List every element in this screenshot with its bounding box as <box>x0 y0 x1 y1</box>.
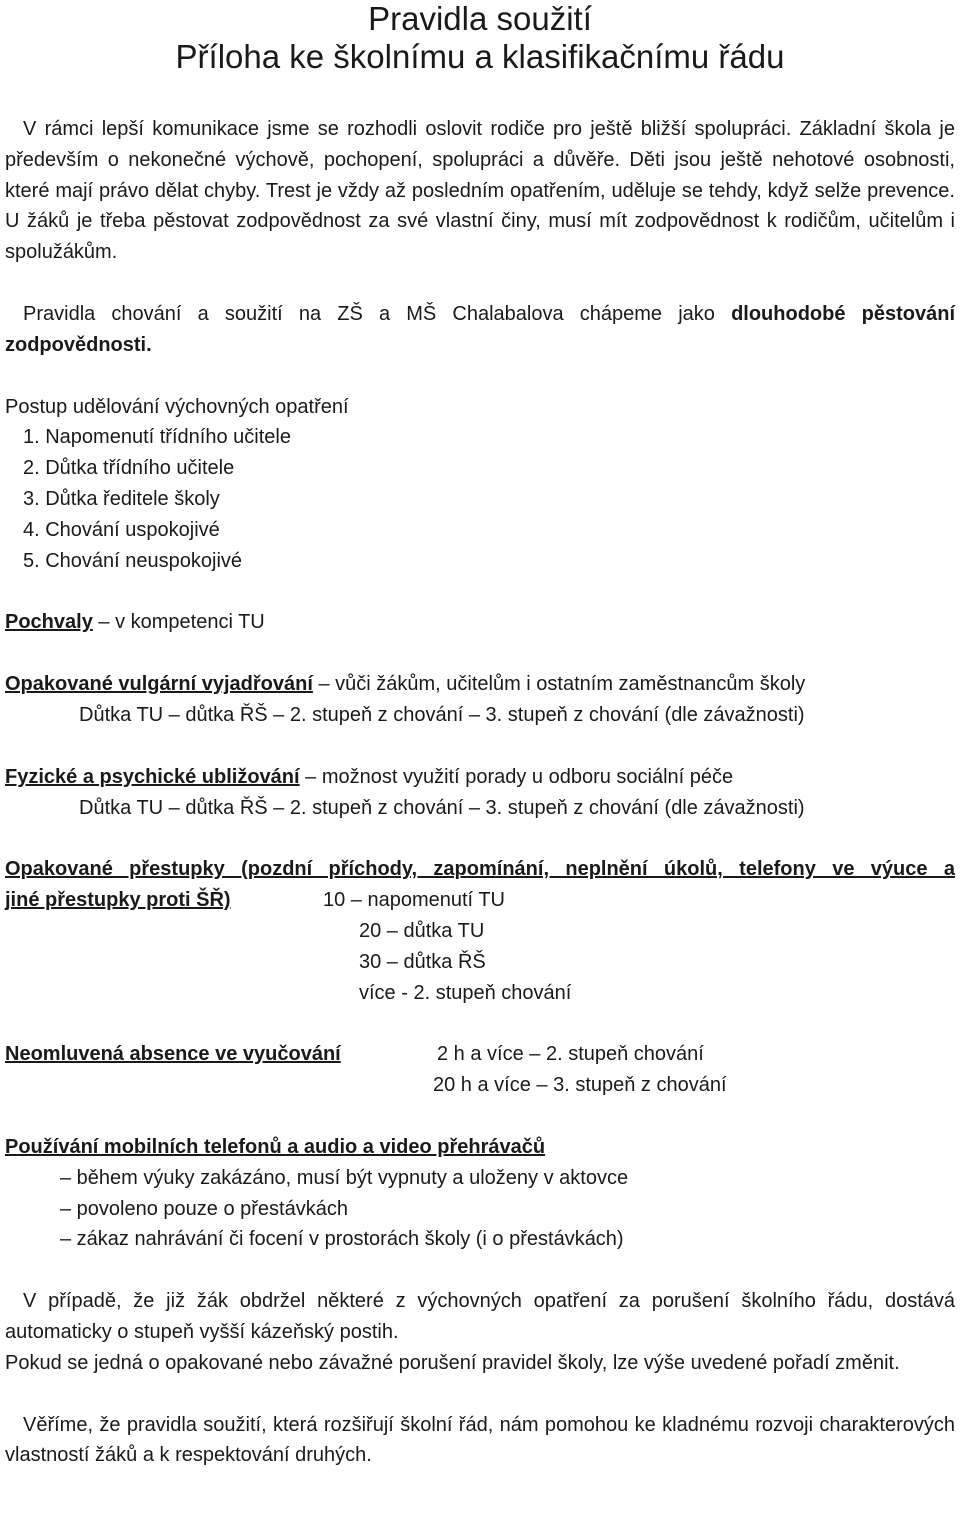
bullying-heading: Fyzické a psychické ubližování <box>5 765 300 788</box>
praise-text: – v kompetenci TU <box>92 611 265 634</box>
document-page <box>5 0 955 1471</box>
measure-item: 4. Chování uspokojivé <box>23 518 220 541</box>
offences-heading-line-1: Opakované přestupky (pozdní příchody, zapomínání, neplnění úkolů, telefony ve výuce a <box>5 858 955 881</box>
measure-item: 5. Chování neuspokojivé <box>23 549 243 572</box>
phones-item: – zákaz nahrávání či focení v prostorách školy (i o přestávkách) <box>60 1228 624 1251</box>
absence-heading: Neomluvená absence ve vyučování <box>5 1043 341 1066</box>
title-line-2: Příloha ke školnímu a klasifikačnímu řádu <box>175 38 785 75</box>
closing-paragraph-1: V případě, že již žák obdržel některé z výchovných opatření za porušení školního řádu, dostává automaticky o stupeň vyšší kázeňský postih. <box>5 1290 955 1343</box>
offences-step-4: více - 2. stupeň chování <box>359 981 572 1004</box>
offences-row <box>5 885 955 916</box>
offences-step-2: 20 – důtka TU <box>359 919 485 942</box>
bullying-line <box>5 762 955 793</box>
praise-line <box>5 607 955 638</box>
phones-item: – během výuky zakázáno, musí být vypnuty a uloženy v aktovce <box>60 1166 629 1189</box>
vulgar-text: – vůči žákům, učitelům i ostatním zaměstnancům školy <box>312 673 806 696</box>
principle-bold: dlouhodobé pěstování zodpovědnosti. <box>5 302 955 356</box>
praise-heading: Pochvaly <box>5 611 93 634</box>
principle-paragraph <box>5 299 955 361</box>
absence-step-2: 20 h a více – 3. stupeň z chování <box>433 1074 727 1097</box>
principle-text: Pravidla chování a soužití na ZŠ a MŠ Chalabalova chápeme jako <box>23 302 732 325</box>
absence-step-1: 2 h a více – 2. stupeň chování <box>437 1043 704 1066</box>
closing-paragraph-3: Věříme, že pravidla soužití, která rozšiřují školní řád, nám pomohou ke kladnému rozvoji charakterových vlastností žáků a k respektování druhých. <box>5 1413 955 1467</box>
vulgar-line <box>5 669 955 700</box>
intro-text: V rámci lepší komunikace jsme se rozhodli oslovit rodiče pro ještě bližší spolupráci. Základní škola je především o nekonečné výchově, pochopení, spolupráci a důvěře. Děti jsou ještě nehotové osobnosti, které mají právo dělat chyby. Trest je vždy až posledním opatřením, uděluje se tehdy, když selže prevence. U žáků je třeba pěstovat zodpovědnost za své vlastní činy, musí mít zodpovědnost k rodičům, učitelům i spolužákům. <box>5 118 955 264</box>
intro-paragraph <box>5 114 955 268</box>
document-title <box>5 0 955 76</box>
bullying-text: – možnost využití porady u odboru sociální péče <box>299 765 734 788</box>
offences-step-1: 10 – napomenutí TU <box>323 889 505 912</box>
phones-heading: Používání mobilních telefonů a audio a video přehrávačů <box>5 1135 546 1158</box>
measure-item: 3. Důtka ředitele školy <box>23 487 220 510</box>
closing-paragraph-2: Pokud se jedná o opakované nebo závažné porušení pravidel školy, lze výše uvedené pořadí změnit. <box>5 1351 900 1374</box>
bullying-scale: Důtka TU – důtka ŘŠ – 2. stupeň z chování – 3. stupeň z chování (dle závažnosti) <box>79 796 805 819</box>
measure-item: 1. Napomenutí třídního učitele <box>23 426 291 449</box>
measure-item: 2. Důtka třídního učitele <box>23 457 235 480</box>
measures-heading: Postup udělování výchovných opatření <box>5 395 349 418</box>
absence-row <box>5 1039 955 1070</box>
measures-list <box>5 422 955 576</box>
offences-step-3: 30 – důtka ŘŠ <box>359 950 486 973</box>
phones-item: – povoleno pouze o přestávkách <box>60 1197 348 1220</box>
title-line-1: Pravidla soužití <box>368 0 592 37</box>
vulgar-scale: Důtka TU – důtka ŘŠ – 2. stupeň z chování – 3. stupeň z chování (dle závažnosti) <box>79 703 805 726</box>
offences-heading-line-2: jiné přestupky proti ŠŘ) <box>5 889 231 912</box>
vulgar-heading: Opakované vulgární vyjadřování <box>5 673 313 696</box>
